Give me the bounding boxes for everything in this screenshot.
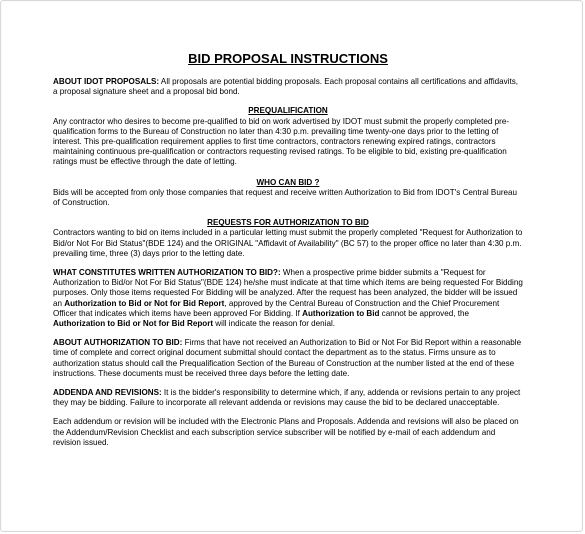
prequalification-heading: PREQUALIFICATION (248, 106, 328, 116)
authorization-report-term-2: Authorization to Bid or Not for Bid Report (53, 319, 214, 329)
what-constitutes-text-2: , approved by the Central Bureau of Construction and the Chief Procurement Officer that indicates which items have been approved For Bidding. If (53, 298, 500, 318)
what-constitutes-lead: WHAT CONSTITUTES WRITTEN AUTHORIZATION TO BID?: (53, 268, 281, 278)
requests-paragraph: Contractors wanting to bid on items included in a particular letting must submit the properly completed "Request for Authorization to Bid/or Not For Bid Status"(BDE 124) and the ORIGINAL "Affidavit of Availability" (BC 57) to the proper office no later than 4:30 p.m. prevailing time, three (3) days prior to the letting date. (53, 228, 523, 258)
about-authorization-text: Firms that have not received an Authorization to Bid or Not For Bid Report within a reasonable time of complete and correct original document submittal should contact the department as to the status. Firms unsure as to authorization status should call the Prequalification Section of the Bureau of Construction at the number listed at the end of these instructions. These documents must be received three days before the letting date. (53, 338, 522, 378)
document-body (53, 51, 523, 448)
addenda-paragraph (53, 388, 523, 408)
document-title: BID PROPOSAL INSTRUCTIONS (188, 51, 388, 66)
about-idot-paragraph (53, 77, 523, 97)
authorization-report-term-1: Authorization to Bid or Not for Bid Report (64, 298, 225, 308)
about-authorization-lead: ABOUT AUTHORIZATION TO BID: (53, 338, 183, 348)
addenda-text: It is the bidder's responsibility to determine which, if any, addenda or revisions pertain to any project they may be bidding. Failure to incorporate all relevant addenda or revisions may cause the bid to be declared unacceptable. (53, 388, 521, 408)
who-can-bid-heading: WHO CAN BID ? (256, 177, 320, 187)
authorization-to-bid-term: Authorization to Bid (302, 308, 380, 318)
addenda-lead: ADDENDA AND REVISIONS: (53, 388, 162, 398)
each-addendum-paragraph: Each addendum or revision will be included with the Electronic Plans and Proposals. Addenda and revisions will also be placed on the Addendum/Revision Checklist and each subscription service subscriber will be notified by e-mail of each addendum and revision issued. (53, 417, 519, 447)
what-constitutes-text-1: When a prospective prime bidder submits a "Request for Authorization to Bid/or Not For Bid Status"(BDE 124) he/she must indicate at that time which items are being requested For Bidding purposes. Only those items requested For Bidding will be analyzed. After the request has been analyzed, the bidder will be issued an (53, 268, 523, 308)
what-constitutes-text-3: cannot be approved, the (379, 308, 469, 318)
what-constitutes-paragraph (53, 268, 523, 329)
prequalification-paragraph: Any contractor who desires to become pre-qualified to bid on work advertised by IDOT must submit the properly completed pre-qualification forms to the Bureau of Construction no later than 4:30 p.m. prevailing time twenty-one days prior to the letting of interest. This pre-qualification requirement applies to first time contractors, contractors renewing expired ratings, contractors maintaining continuous pre-qualification or contractors requesting revised ratings. To be eligible to bid, existing pre-qualification ratings must be effective through the date of letting. (53, 116, 510, 167)
about-authorization-paragraph (53, 338, 523, 379)
about-idot-text: All proposals are potential bidding proposals. Each proposal contains all certifications and affidavits, a proposal signature sheet and a proposal bid bond. (53, 77, 519, 97)
what-constitutes-text-4: will indicate the reason for denial. (213, 319, 335, 329)
who-can-bid-paragraph: Bids will be accepted from only those companies that request and receive written Authorization to Bid from IDOT's Central Bureau of Construction. (53, 187, 518, 208)
about-idot-lead: ABOUT IDOT PROPOSALS: (53, 77, 160, 86)
requests-heading: REQUESTS FOR AUTHORIZATION TO BID (207, 218, 369, 228)
